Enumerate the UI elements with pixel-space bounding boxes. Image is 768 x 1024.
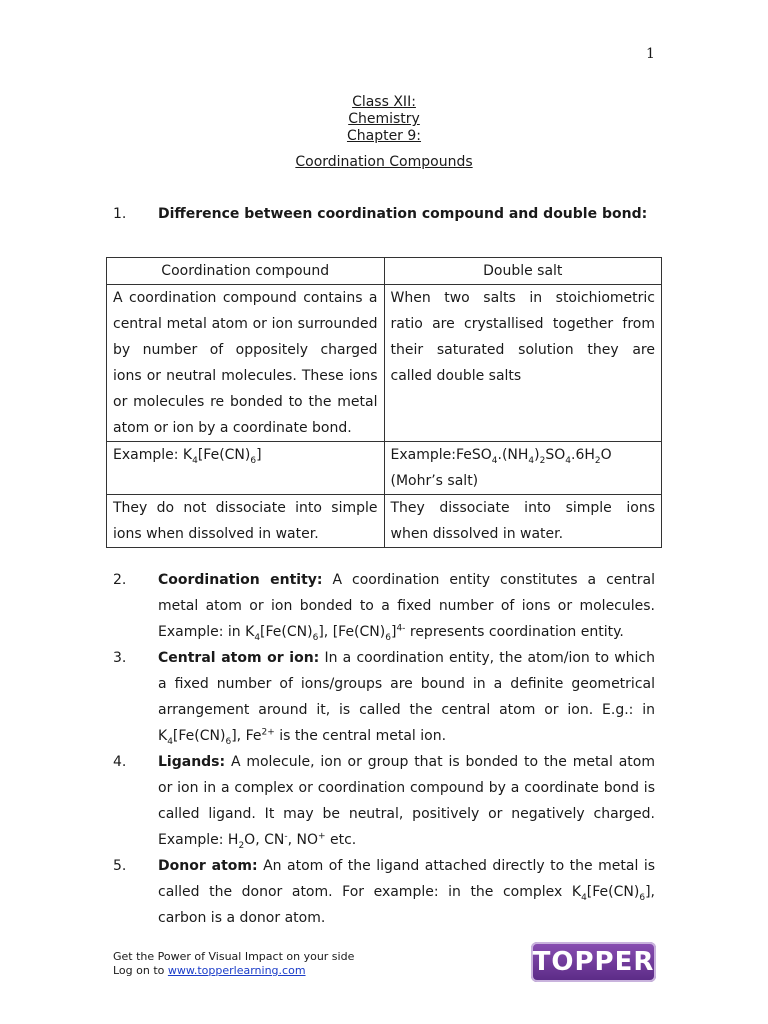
chapter-title: Coordination Compounds	[295, 154, 473, 170]
definition-coordination: A coordination compound contains a central metal atom or ion surrounded by number of oppositely charged ions or neutral molecules. These ions or molecules re bonded to the metal atom or ion by a coordinate bond.	[107, 285, 385, 442]
dissociation-double-salt: They dissociate into simple ions when dissolved in water.	[384, 495, 662, 548]
mohrs-salt-label: (Mohr’s salt)	[390, 473, 479, 489]
page-number: 1	[646, 46, 655, 62]
footer-tagline: Get the Power of Visual Impact on your side	[113, 950, 355, 963]
definition-list	[113, 567, 655, 931]
item-text: A molecule, ion or group that is bonded to the metal atom or ion in a complex or coordination compound by a coordinate bond is called ligand. It may be neutral, positively or negatively charged. Example: H	[158, 754, 655, 848]
item-tail: carbon is a donor atom.	[158, 910, 326, 926]
item-term: Coordination entity:	[158, 572, 323, 588]
topperlearning-link[interactable]: www.topperlearning.com	[167, 964, 306, 977]
item-number: 3.	[113, 650, 127, 666]
footer-logon-label: Log on to	[113, 964, 165, 977]
item-number: 5.	[113, 858, 127, 874]
item-term: Central atom or ion:	[158, 650, 320, 666]
dissociation-coordination: They do not dissociate into simple ions when dissolved in water.	[107, 495, 385, 548]
item-text: A coordination entity constitutes a central metal atom or ion bonded to a fixed number of ions or molecules. Example: in K	[158, 572, 655, 640]
list-item: 3. Central atom or ion: In a coordination entity, the atom/ion to which a fixed number of ions/groups are bound in a definite geometrical arrangement around it, is called the central atom or ion. E.g.: in $K_4[Fe(CN)_6]$, $Fe^{2+}$ is the central metal ion.	[113, 645, 655, 749]
comparison-table	[106, 257, 662, 548]
definition-double-salt: When two salts in stoichiometric ratio are crystallised together from their saturated solution they are called double salts	[384, 285, 662, 442]
table-header-row	[107, 258, 662, 285]
table-row	[107, 285, 662, 442]
list-item: 5. Donor atom: An atom of the ligand attached directly to the metal is called the donor atom. For example: in the complex $K_4[Fe(CN)_6]$, carbon is a donor atom.	[113, 853, 655, 931]
subject-label: Chemistry	[348, 111, 420, 127]
list-item: 2. Coordination entity: A coordination entity constitutes a central metal atom or ion bonded to a fixed number of ions or molecules. Example: in $K_4[Fe(CN)_6]$, $[Fe(CN)_6]^{4-}$ represents coordination entity.	[113, 567, 655, 645]
example-coordination: Example: $K_4[Fe(CN)_6]$	[107, 442, 385, 495]
item-term: Ligands:	[158, 754, 226, 770]
header-coordination-compound: Coordination compound	[107, 258, 385, 285]
table-row	[107, 495, 662, 548]
question-1-number: 1.	[113, 206, 127, 222]
example-double-salt-label: Example:FeSO	[390, 447, 492, 463]
header-double-salt: Double salt	[384, 258, 662, 285]
item-term: Donor atom:	[158, 858, 258, 874]
item-tail: represents coordination entity.	[409, 624, 624, 640]
chapter-label: Chapter 9:	[346, 128, 422, 144]
example-coordination-label: Example: K	[113, 447, 193, 463]
class-label: Class XII:	[352, 94, 416, 110]
topper-logo	[531, 942, 656, 982]
item-number: 2.	[113, 572, 127, 588]
document-header	[0, 94, 768, 145]
item-text: In a coordination entity, the atom/ion to which a fixed number of ions/groups are bound in a definite geometrical arrangement around it, is called the central atom or ion. E.g.: in K	[158, 650, 656, 744]
item-tail: is the central metal ion.	[279, 728, 447, 744]
footer-logon	[113, 964, 354, 978]
item-text: An atom of the ligand attached directly to the metal is called the donor atom. For example: in the complex K	[158, 858, 656, 900]
table-row	[107, 442, 662, 495]
example-double-salt: $Example:FeSO_4.(NH_4)_2SO_4.6H_2O$ (Mohr’s salt)	[384, 442, 662, 495]
list-item: 4. Ligands: A molecule, ion or group that is bonded to the metal atom or ion in a complex or coordination compound by a coordinate bond is called ligand. It may be neutral, positively or negatively charged. Example: $H_2O$, CN-, NO+ etc.	[113, 749, 655, 853]
topper-logo-text: TOPPER	[532, 947, 655, 977]
question-1-text: Difference between coordination compound and double bond:	[158, 206, 648, 222]
item-tail: etc.	[330, 832, 357, 848]
item-number: 4.	[113, 754, 127, 770]
footer	[113, 950, 354, 978]
